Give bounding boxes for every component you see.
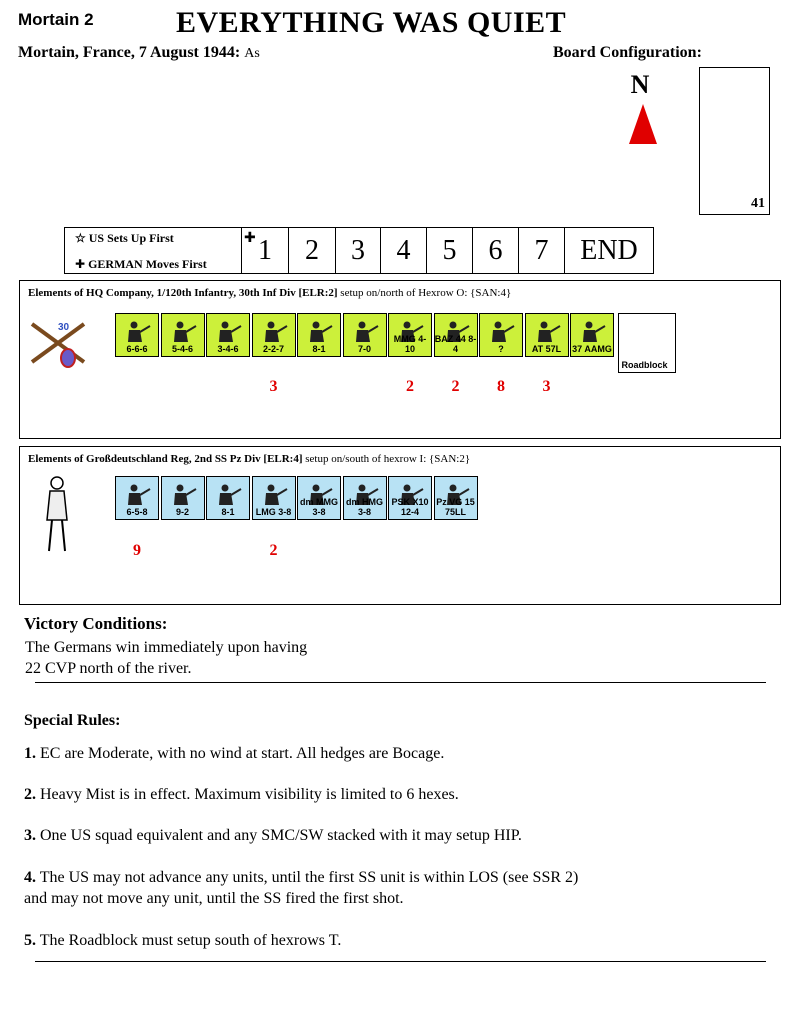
rule-text: One US squad equivalent and any SMC/SW stacked with it may setup HIP.: [40, 827, 522, 844]
victory-line-2: 22 CVP north of the river.: [25, 660, 192, 677]
unit-value: BAZ 44 8-4: [434, 334, 477, 354]
rule-text: The US may not advance any units, until the first SS unit is within LOS (see SSR 2): [39, 869, 579, 886]
unit-value: 2-2-7: [262, 344, 284, 354]
rule-text: Heavy Mist is in effect. Maximum visibility is limited to 6 hexes.: [40, 786, 459, 803]
unit-value: ?: [498, 344, 504, 354]
scenario-code: Mortain 2: [18, 10, 94, 29]
turn-1-cell: [242, 228, 289, 273]
victory-text: [25, 637, 307, 679]
unit-quantity: 8: [497, 378, 505, 395]
north-arrow-icon: [628, 104, 658, 144]
unit-counter[interactable]: [161, 476, 205, 520]
unit-counter[interactable]: [115, 476, 159, 520]
special-rule-3: [24, 825, 522, 846]
unit-value: AT 57L: [531, 344, 562, 354]
german-forces-unit: Elements of Großdeutschland Reg, 2nd SS Pz Div [ELR:4]: [28, 453, 303, 465]
star-icon: ☆: [75, 231, 86, 245]
unit-counter[interactable]: [434, 313, 478, 357]
roadblock-label: Roadblock: [621, 360, 668, 370]
german-move-label: [75, 257, 207, 272]
turn-2-cell: 2: [289, 228, 336, 273]
us-setup-text: US Sets Up First: [88, 231, 174, 245]
special-rule-4: [24, 867, 578, 909]
unit-counter[interactable]: [388, 476, 432, 520]
victory-line-1: The Germans win immediately upon having: [25, 639, 308, 656]
board-config-label: Board Configuration:: [553, 44, 702, 61]
unit-silhouette-icon: [488, 320, 516, 344]
scenario-title: EVERYTHING WAS QUIET: [176, 6, 567, 39]
german-forces-header: [28, 453, 470, 465]
rule-number: 5.: [24, 932, 36, 949]
unit-value: 3-4-6: [217, 344, 239, 354]
unit-quantity: 9: [133, 542, 141, 559]
unit-counter[interactable]: [388, 313, 432, 357]
unit-silhouette-icon: [306, 320, 334, 344]
rule-text-continued: and may not move any unit, until the SS fired the first shot.: [24, 890, 404, 907]
rule-number: 2.: [24, 786, 36, 803]
unit-silhouette-icon: [170, 320, 198, 344]
unit-counter[interactable]: [343, 313, 387, 357]
special-rule-1: [24, 743, 444, 764]
unit-value: 5-4-6: [171, 344, 193, 354]
scenario-description: As: [244, 46, 260, 61]
unit-value: PSK X10 12-4: [391, 497, 429, 517]
cross-icon: ✚: [244, 230, 256, 246]
unit-counter[interactable]: [206, 313, 250, 357]
rule-number: 1.: [24, 745, 36, 762]
unit-counter[interactable]: [252, 313, 296, 357]
german-forces-panel: [19, 446, 781, 605]
unit-counter[interactable]: [297, 476, 341, 520]
unit-counter[interactable]: [570, 313, 614, 357]
unit-quantity: 2: [269, 542, 278, 559]
victory-heading: Victory Conditions:: [24, 614, 168, 633]
unit-silhouette-icon: [215, 320, 243, 344]
unit-counter[interactable]: [434, 476, 478, 520]
german-move-text: GERMAN Moves First: [88, 257, 207, 271]
unit-value: 8-1: [221, 507, 235, 517]
unit-silhouette-icon: [215, 483, 243, 507]
unit-counter[interactable]: [525, 313, 569, 357]
unit-value: 8-1: [312, 344, 326, 354]
rule-number: 3.: [24, 827, 36, 844]
unit-counter[interactable]: [115, 313, 159, 357]
board-number: 41: [751, 196, 765, 211]
unit-quantity: 2: [406, 378, 414, 395]
unit-counter[interactable]: [479, 313, 523, 357]
unit-value: dm HMG 3-8: [346, 497, 383, 517]
divider: [35, 961, 766, 962]
rule-text: EC are Moderate, with no wind at start. All hedges are Bocage.: [40, 745, 445, 762]
us-forces-header: [28, 287, 511, 299]
unit-counter[interactable]: [161, 313, 205, 357]
unit-value: Pz VG 15 75LL: [436, 497, 475, 517]
rule-text: The Roadblock must setup south of hexrows T.: [39, 932, 342, 949]
unit-counter[interactable]: [252, 476, 296, 520]
unit-value: 6-5-8: [126, 507, 148, 517]
special-rule-2: [24, 784, 459, 805]
us-forces-setup: setup on/north of Hexrow O: {SAN:4}: [340, 287, 512, 299]
board-map[interactable]: [699, 67, 770, 215]
unit-value: LMG 3-8: [255, 507, 292, 517]
unit-counter[interactable]: [206, 476, 250, 520]
turn-5-cell: 5: [427, 228, 473, 273]
unit-silhouette-icon: [352, 320, 380, 344]
turn-label: 1: [258, 235, 272, 266]
rule-number: 4.: [24, 869, 36, 886]
scenario-location: [18, 44, 260, 62]
unit-silhouette-icon: [124, 483, 152, 507]
location-text: Mortain, France, 7 August 1944:: [18, 44, 241, 61]
divider: [35, 682, 766, 683]
us-forces-unit: Elements of HQ Company, 1/120th Infantry, 30th Inf Div [ELR:2]: [28, 287, 338, 299]
unit-value: dm MMG 3-8: [300, 497, 338, 517]
unit-silhouette-icon: [124, 320, 152, 344]
turn-3-cell: 3: [336, 228, 381, 273]
us-forces-panel: [19, 280, 781, 439]
unit-silhouette-icon: [261, 483, 289, 507]
unit-silhouette-icon: [261, 320, 289, 344]
first-player-box: [65, 228, 242, 273]
unit-counter[interactable]: [343, 476, 387, 520]
unit-value: MMG 4-10: [393, 334, 427, 354]
unit-counter[interactable]: [297, 313, 341, 357]
unit-value: 7-0: [357, 344, 371, 354]
unit-value: 37 AAMG: [572, 344, 612, 354]
unit-value: 6-6-6: [126, 344, 148, 354]
turn-6-cell: 6: [473, 228, 519, 273]
unit-silhouette-icon: [170, 483, 198, 507]
us-setup-label: [75, 231, 174, 246]
special-rules-heading: Special Rules:: [24, 712, 121, 729]
unit-silhouette-icon: [579, 320, 607, 344]
cross-icon: ✚: [75, 257, 86, 271]
roadblock-counter[interactable]: [618, 313, 676, 373]
unit-quantity: 3: [542, 378, 551, 395]
turn-4-cell: 4: [381, 228, 427, 273]
turn-7-cell: 7: [519, 228, 565, 273]
turn-record-track: [64, 227, 654, 274]
german-forces-setup: setup on/south of hexrow I: {SAN:2}: [305, 453, 471, 465]
unit-value: 9-2: [175, 507, 189, 517]
unit-quantity: 3: [269, 378, 278, 395]
north-label: N: [630, 70, 650, 99]
special-rule-5: [24, 930, 341, 951]
unit-silhouette-icon: [534, 320, 562, 344]
unit-quantity: 2: [451, 378, 460, 395]
turn-end-cell: END: [580, 235, 638, 266]
division-number: 30: [58, 322, 70, 333]
german-soldier-icon: [40, 475, 74, 555]
